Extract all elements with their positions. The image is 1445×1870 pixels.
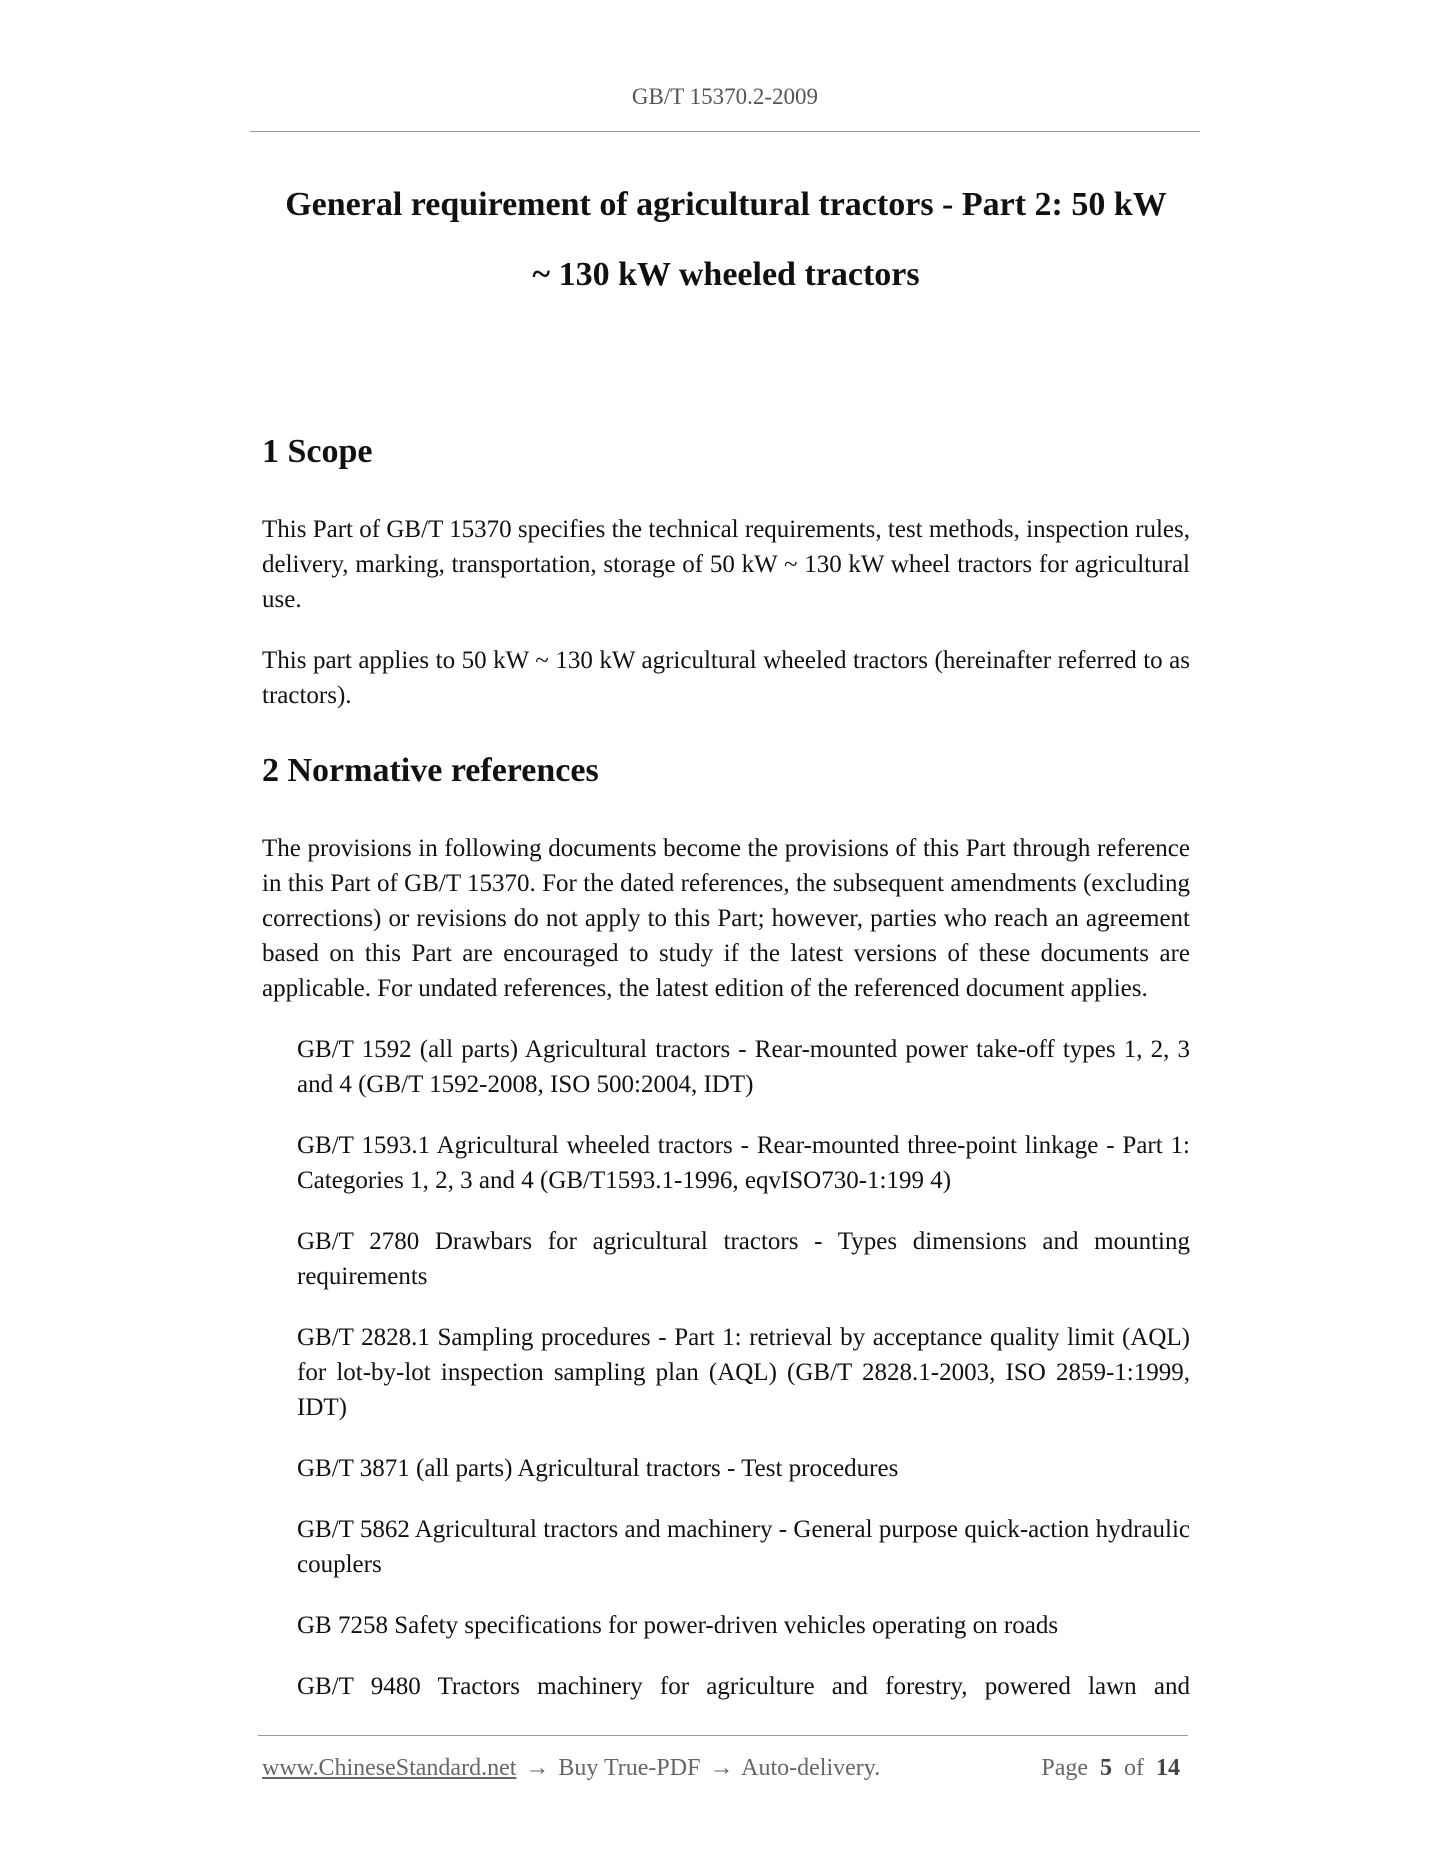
of-label: of <box>1124 1755 1144 1781</box>
arrow-right-icon: → <box>709 1755 734 1781</box>
running-header: GB/T 15370.2-2009 <box>631 84 819 109</box>
footer-divider <box>258 1735 1188 1736</box>
reference-item-gbt-3871: GB/T 3871 (all parts) Agricultural tractors - Test procedures <box>297 1455 899 1482</box>
site-link[interactable]: www.ChineseStandard.net <box>262 1755 517 1781</box>
reference-item-gbt-1592: GB/T 1592 (all parts) Agricultural tractors - Rear-mounted power take-off types 1, 2, 3 and 4 (GB/T 1592-2008, ISO 500:2004, IDT) <box>297 1036 1190 1098</box>
reference-list <box>262 1032 1190 1704</box>
buy-true-pdf-text: Buy True-PDF <box>558 1755 701 1781</box>
auto-delivery-text: Auto-delivery. <box>741 1755 881 1781</box>
document-title-line-1: General requirement of agricultural tractors - Part 2: 50 kW <box>285 186 1167 223</box>
reference-item-gbt-9480: GB/T 9480 Tractors machinery for agriculture and forestry, powered lawn and <box>297 1673 1190 1700</box>
normative-references-paragraph: The provisions in following documents become the provisions of this Part through reference in this Part of GB/T 15370. For the dated references, the subsequent amendments (excluding corrections) or revisions do not apply to this Part; however, parties who reach an agreement based on this Part are encouraged to study if the latest versions of these documents are applicable. For undated references, the latest edition of the referenced document applies. <box>262 835 1190 1002</box>
page-footer <box>262 1755 1180 1782</box>
page-content <box>262 170 1190 1730</box>
reference-item-gbt-5862: GB/T 5862 Agricultural tractors and machinery - General purpose quick-action hydraulic couplers <box>297 1516 1190 1578</box>
reference-item-gbt-2828-1: GB/T 2828.1 Sampling procedures - Part 1: retrieval by acceptance quality limit (AQL) for lot-by-lot inspection sampling plan (AQL) (GB/T 2828.1-2003, ISO 2859-1:1999, IDT) <box>297 1324 1190 1421</box>
page-total: 14 <box>1156 1755 1180 1781</box>
section-heading-scope: 1 Scope <box>262 433 373 470</box>
page-indicator <box>1041 1755 1180 1782</box>
arrow-right-icon: → <box>525 1755 550 1781</box>
scope-paragraph-2: This part applies to 50 kW ~ 130 kW agricultural wheeled tractors (hereinafter referred to as tractors). <box>262 647 1190 709</box>
reference-item-gb-7258: GB 7258 Safety specifications for power-driven vehicles operating on roads <box>297 1612 1059 1639</box>
reference-item-gbt-1593-1: GB/T 1593.1 Agricultural wheeled tractors - Rear-mounted three-point linkage - Part 1: Categories 1, 2, 3 and 4 (GB/T1593.1-1996, eqvISO730-1:199 4) <box>297 1132 1190 1194</box>
document-title-line-2: ~ 130 kW wheeled tractors <box>532 256 920 293</box>
page-label: Page <box>1041 1755 1088 1781</box>
page-current: 5 <box>1100 1755 1112 1781</box>
header-divider <box>250 131 1200 132</box>
scope-paragraph-1: This Part of GB/T 15370 specifies the technical requirements, test methods, inspection rules, delivery, marking, transportation, storage of 50 kW ~ 130 kW wheel tractors for agricultural use. <box>262 516 1190 613</box>
document-title <box>262 170 1190 310</box>
section-heading-normative-references: 2 Normative references <box>262 752 599 789</box>
reference-item-gbt-2780: GB/T 2780 Drawbars for agricultural tractors - Types dimensions and mounting requirements <box>297 1228 1190 1290</box>
footer-promo <box>262 1755 880 1782</box>
